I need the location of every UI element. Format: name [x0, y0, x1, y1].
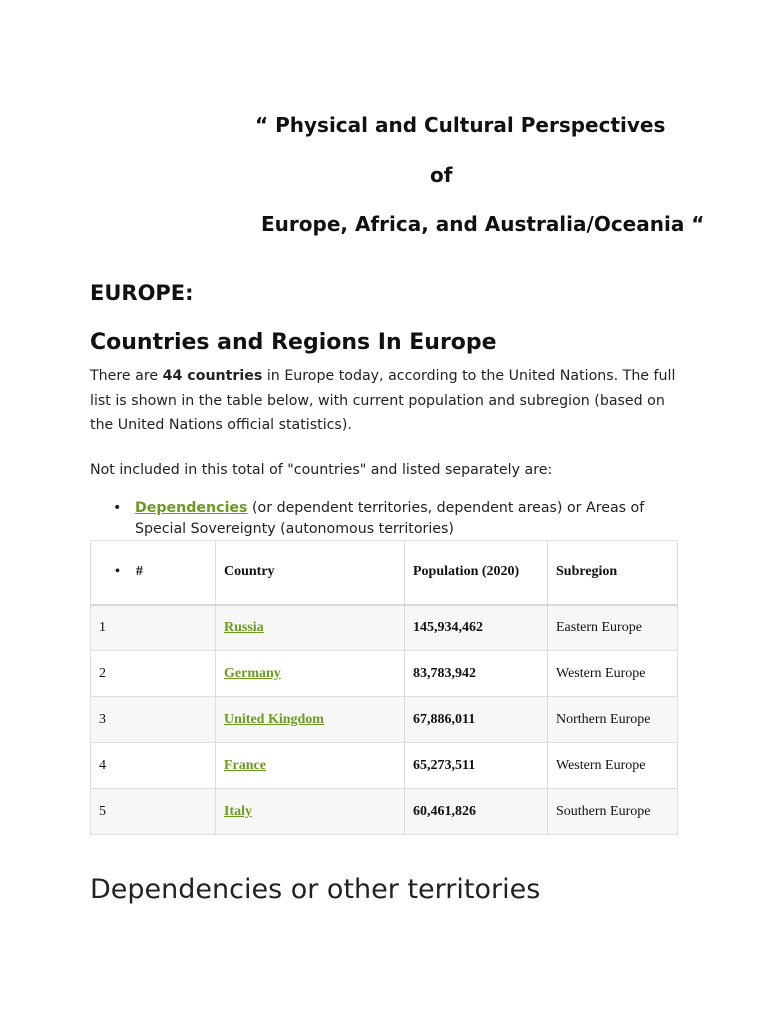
header-bullet-icon: •	[115, 564, 120, 580]
country-link-russia[interactable]: Russia	[224, 619, 264, 635]
table-row	[91, 651, 678, 697]
intro-count-bold: 44 countries	[162, 368, 263, 384]
cell-population: 65,273,511	[405, 743, 548, 789]
header-num	[91, 541, 216, 605]
title-line-3: Europe, Africa, and Australia/Oceania “	[261, 212, 705, 236]
section-heading-europe: EUROPE:	[90, 281, 194, 305]
country-link-france[interactable]: France	[224, 757, 266, 773]
dependencies-heading: Dependencies or other territories	[90, 874, 541, 905]
header-population: Population (2020)	[405, 541, 548, 605]
cell-subregion: Northern Europe	[548, 697, 678, 743]
header-subregion: Subregion	[548, 541, 678, 605]
header-num-label: #	[135, 564, 143, 580]
cell-population: 60,461,826	[405, 789, 548, 835]
cell-num: 3	[91, 697, 216, 743]
cell-population: 83,783,942	[405, 651, 548, 697]
cell-subregion: Western Europe	[548, 743, 678, 789]
intro-paragraph	[90, 364, 680, 438]
cell-num: 4	[91, 743, 216, 789]
cell-num: 1	[91, 605, 216, 651]
bullet-list	[90, 498, 680, 540]
countries-table	[90, 540, 678, 835]
cell-num: 2	[91, 651, 216, 697]
intro-text-after: in Europe today, according to the United Nations. The full list is shown in the table below, with current population and subregion (based on the United Nations official statistics).	[90, 368, 676, 433]
cell-country	[216, 651, 405, 697]
table-row	[91, 743, 678, 789]
cell-country	[216, 697, 405, 743]
table-row	[91, 697, 678, 743]
table-header-row	[91, 541, 678, 605]
cell-country	[216, 743, 405, 789]
title-line-2: of	[430, 163, 453, 187]
header-country: Country	[216, 541, 405, 605]
intro-text-before: There are	[90, 368, 163, 384]
country-link-united-kingdom[interactable]: United Kingdom	[224, 711, 324, 727]
table-row	[91, 605, 678, 651]
dependencies-link[interactable]: Dependencies	[135, 500, 248, 516]
cell-country	[216, 789, 405, 835]
title-line-1: “ Physical and Cultural Perspectives	[255, 113, 666, 137]
cell-subregion: Southern Europe	[548, 789, 678, 835]
cell-subregion: Western Europe	[548, 651, 678, 697]
bullet-dot-icon: •	[113, 500, 122, 516]
cell-num: 5	[91, 789, 216, 835]
country-link-germany[interactable]: Germany	[224, 665, 281, 681]
table-row	[91, 789, 678, 835]
cell-country	[216, 605, 405, 651]
not-included-paragraph: Not included in this total of "countries" and listed separately are:	[90, 462, 553, 478]
cell-population: 145,934,462	[405, 605, 548, 651]
cell-population: 67,886,011	[405, 697, 548, 743]
bullet-text: (or dependent territories, dependent areas) or Areas of Special Sovereignty (autonomous territories)	[135, 500, 645, 537]
subheading-countries-regions: Countries and Regions In Europe	[90, 330, 497, 355]
list-item	[90, 498, 680, 540]
cell-subregion: Eastern Europe	[548, 605, 678, 651]
country-link-italy[interactable]: Italy	[224, 803, 252, 819]
